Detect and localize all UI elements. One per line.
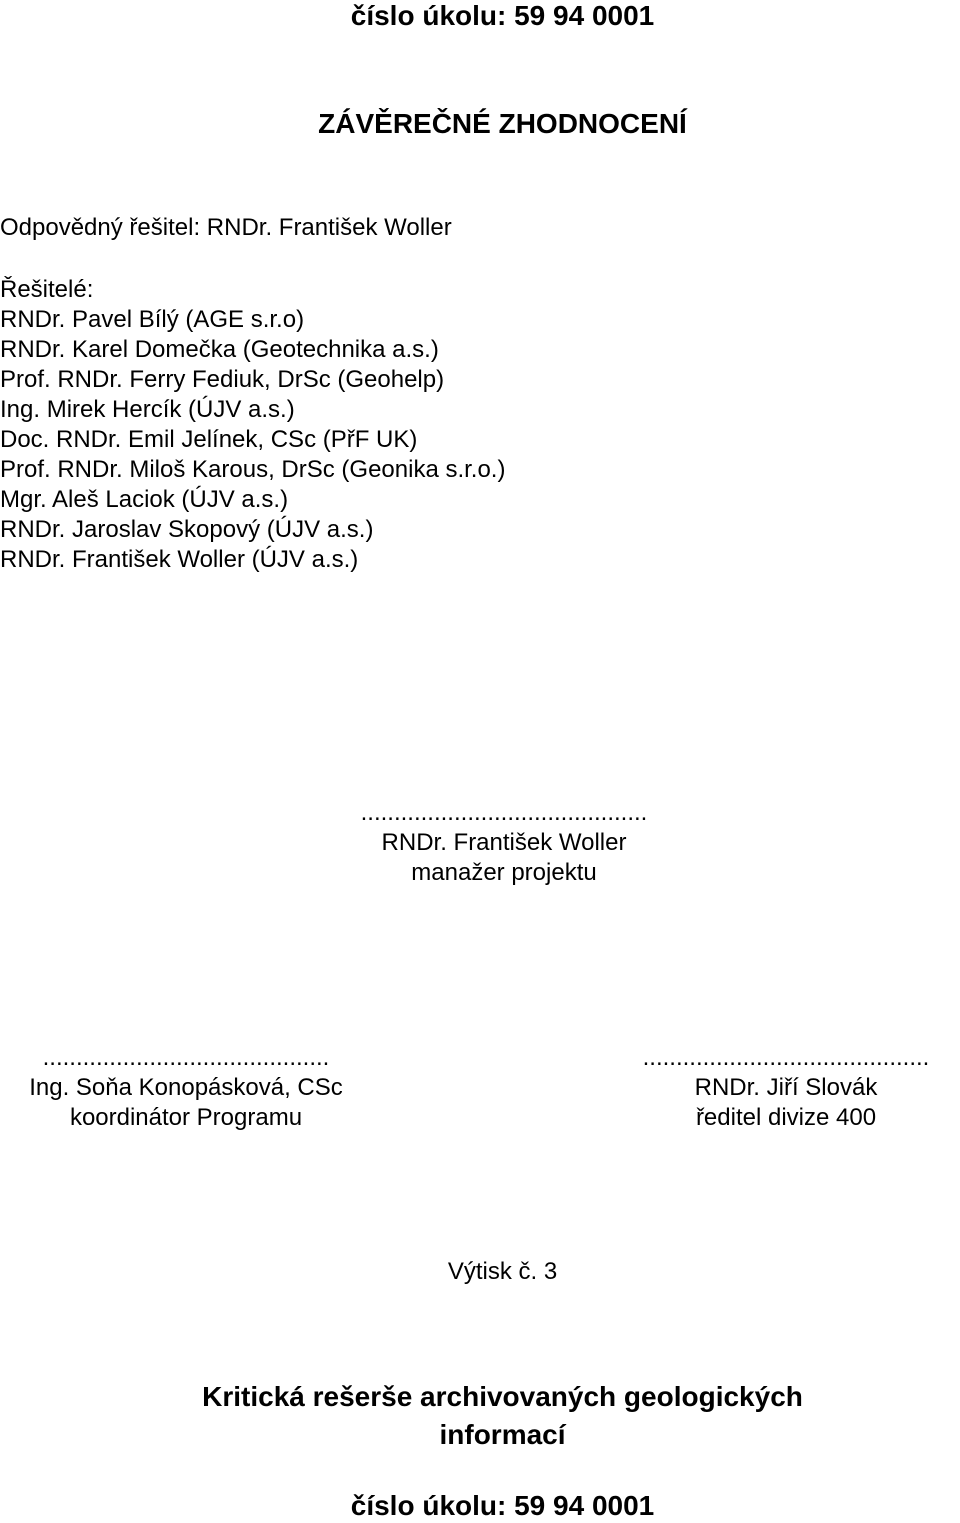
team-member: Ing. Mirek Hercík (ÚJV a.s.) [0, 396, 295, 423]
report-title-line1: Kritická rešerše archivovaných geologických [202, 1381, 803, 1412]
document-heading: ZÁVĚREČNÉ ZHODNOCENÍ [318, 108, 687, 139]
director-signature-block [612, 1043, 960, 1133]
signature-line: ........................................... [42, 1044, 330, 1071]
team-label: Řešitelé: [0, 276, 94, 303]
signature-line: ........................................... [360, 799, 648, 826]
team-member: Doc. RNDr. Emil Jelínek, CSc (PřF UK) [0, 426, 418, 453]
team-member: RNDr. Jaroslav Skopový (ÚJV a.s.) [0, 516, 374, 543]
team-member: RNDr. Karel Domečka (Geotechnika a.s.) [0, 336, 439, 363]
team-member: RNDr. Pavel Bílý (AGE s.r.o) [0, 306, 305, 333]
task-number-top: číslo úkolu: 59 94 0001 [350, 0, 655, 31]
coordinator-name: Ing. Soňa Konopásková, CSc [29, 1074, 343, 1101]
signature-line: ........................................... [642, 1044, 930, 1071]
report-title-line2: informací [439, 1419, 566, 1450]
team-member: RNDr. František Woller (ÚJV a.s.) [0, 546, 359, 573]
manager-signature-block [330, 798, 678, 888]
task-number-bottom: číslo úkolu: 59 94 0001 [350, 1490, 655, 1521]
team-member: Mgr. Aleš Laciok (ÚJV a.s.) [0, 486, 289, 513]
manager-name: RNDr. František Woller [381, 829, 627, 856]
director-name: RNDr. Jiří Slovák [694, 1074, 878, 1101]
manager-role: manažer projektu [411, 859, 597, 886]
team-member: Prof. RNDr. Ferry Fediuk, DrSc (Geohelp) [0, 366, 445, 393]
team-member: Prof. RNDr. Miloš Karous, DrSc (Geonika s.r.o.) [0, 456, 506, 483]
responsible-researcher: Odpovědný řešitel: RNDr. František Woller [0, 214, 452, 241]
team-member-list [0, 305, 505, 575]
coordinator-signature-block [0, 1043, 372, 1133]
coordinator-role: koordinátor Programu [69, 1104, 303, 1131]
director-role: ředitel divize 400 [695, 1104, 877, 1131]
copy-number: Výtisk č. 3 [447, 1258, 558, 1285]
